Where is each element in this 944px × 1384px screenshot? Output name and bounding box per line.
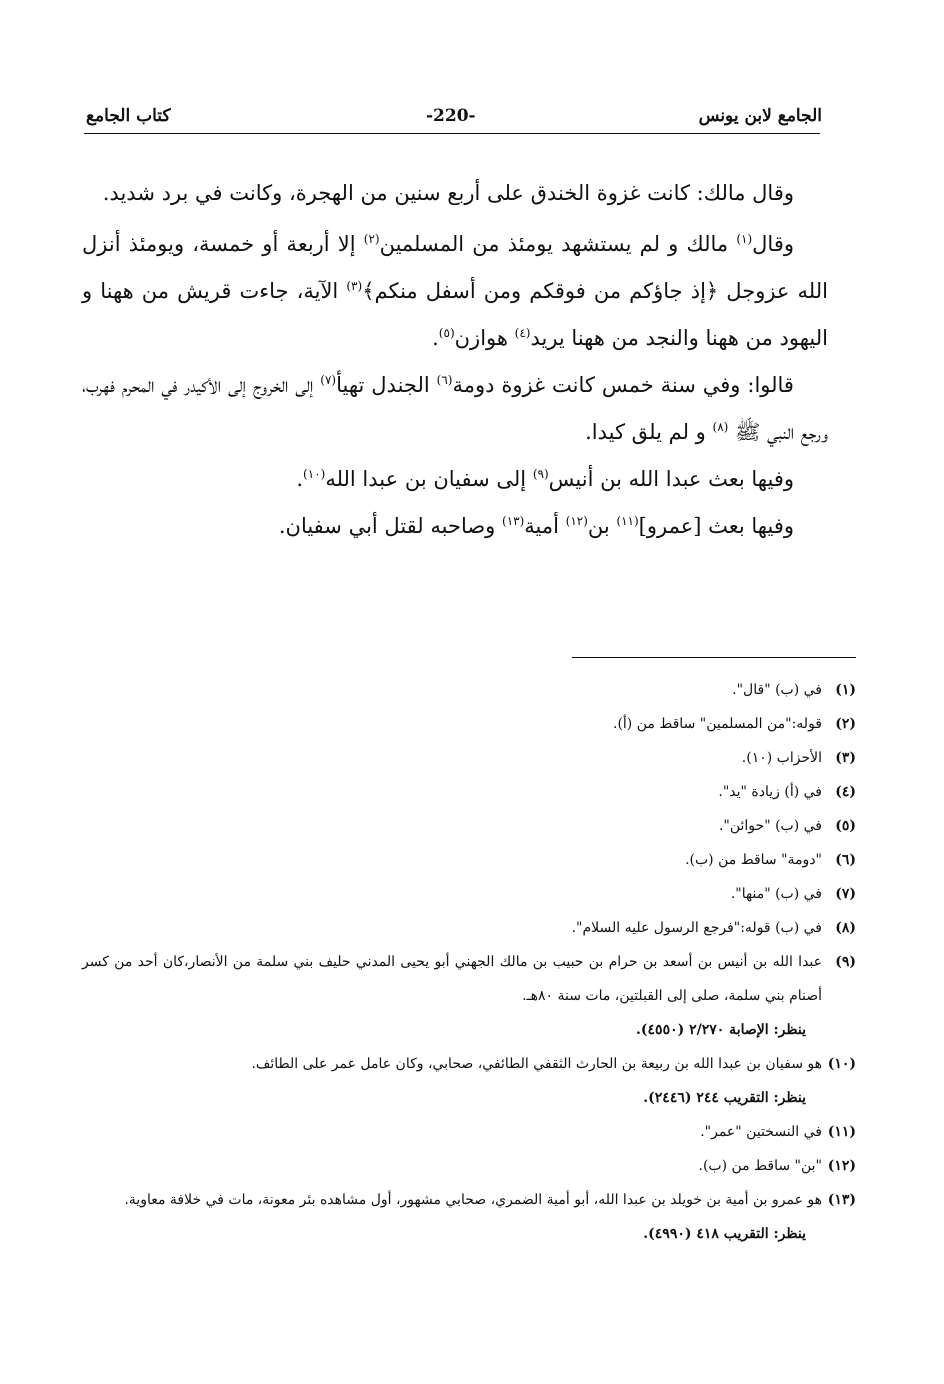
text-run: . <box>432 326 439 350</box>
footnote-ref: (٦) <box>436 373 453 387</box>
footnote-text: هو سفيان بن عبدا الله بن ربيعة بن الحارث الثقفي الطائفي، صحابي، وكان عامل عمر على الطائف. <box>251 1056 822 1072</box>
paragraph-1: وقال مالك: كانت غزوة الخندق على أربع سنين من الهجرة، وكانت في برد شديد. <box>102 181 794 205</box>
text-run: قالوا: وفي سنة خمس كانت غزوة دومة <box>452 373 794 397</box>
footnote-ref: (١٢) <box>565 514 588 528</box>
footnote-9 <box>82 945 856 1013</box>
text-run: . <box>296 467 304 491</box>
footnote-number: (١) <box>835 682 856 698</box>
footnote-12 <box>82 1149 856 1183</box>
footnote-number: (٥) <box>835 818 856 834</box>
footnote-text: "بن" ساقط من (ب). <box>698 1158 822 1174</box>
footnote-number: (٦) <box>835 852 856 868</box>
footnote-7 <box>82 877 856 911</box>
footnote-number: (١٣) <box>827 1192 856 1208</box>
footnote-number: (٣) <box>835 750 856 766</box>
footnote-text: هو عمرو بن أمية بن خويلد بن عبدا الله، أبو أمية الضمري، صحابي مشهور، أول مشاهده بئر معونة، مات في خلافة معاوية. <box>124 1192 822 1208</box>
running-header-section-title: كتاب الجامع <box>86 106 171 126</box>
footnote-text: في (ب) "قال". <box>732 682 822 698</box>
footnote-3 <box>82 741 856 775</box>
text-run: مالك و لم يستشهد يومئذ من المسلمين <box>379 232 737 256</box>
footnote-text: في (ب) "منها". <box>730 886 822 902</box>
text-run: إلى سفيان بن عبدا الله <box>325 467 533 491</box>
footnote-separator <box>572 657 856 658</box>
footnote-6 <box>82 843 856 877</box>
text-run: إلا أربعة أو خمسة، ويومئذ أنزل الله عزوجل ﴿إذ جاؤكم من فوقكم ومن أسفل منكم﴾ <box>82 232 828 303</box>
footnote-text: "دومة" ساقط من (ب). <box>685 852 822 868</box>
text-run: هوازن <box>454 326 515 350</box>
footnote-ref: (٨) <box>712 420 729 434</box>
text-run: وصاحبه لقتل أبي سفيان. <box>278 514 502 538</box>
text-run: الآية، جاءت قريش من ههنا و اليهود من ههنا والنجد من ههنا يريد <box>82 279 828 350</box>
text-run: بن <box>587 514 617 538</box>
footnote-number: (١٠) <box>827 1056 856 1072</box>
text-run: و لم يلق كيدا. <box>585 420 713 444</box>
text-run: إلى الخروج إلى الأكيدر في المحرم فهرب، ورجع النبي ﷺ <box>82 373 828 444</box>
footnote-ref: (١٠) <box>303 467 326 481</box>
footnote-ref: (١١) <box>616 514 639 528</box>
footnote-text: في (أ) زيادة "يد". <box>718 784 822 800</box>
footnote-13-reference: ينظر: التقريب ٤١٨ (٤٩٩٠). <box>643 1226 806 1242</box>
footnote-4 <box>82 775 856 809</box>
page-number: -220- <box>426 106 476 126</box>
footnote-ref: (٩) <box>532 467 549 481</box>
footnote-ref: (٧) <box>320 373 337 387</box>
footnote-11 <box>82 1115 856 1149</box>
paragraph-2 <box>82 221 828 362</box>
footnotes <box>82 673 856 1251</box>
footnote-ref: (٥) <box>438 326 455 340</box>
footnote-ref: (٤) <box>514 326 531 340</box>
footnote-text: في (ب) "حوائن". <box>718 818 822 834</box>
footnote-10 <box>82 1047 856 1081</box>
text-run: وفيها بعث [عمرو] <box>638 514 794 538</box>
text-run: وقال <box>752 232 794 256</box>
footnote-8 <box>82 911 856 945</box>
footnote-text: في (ب) قوله:"فرجع الرسول عليه السلام". <box>571 920 822 936</box>
footnote-ref: (٢) <box>363 232 380 246</box>
footnote-9-reference: ينظر: الإصابة ٢/٢٧٠ (٤٥٥٠). <box>636 1022 806 1038</box>
text-run: وفيها بعث عبدا الله بن أنيس <box>548 467 794 491</box>
paragraph-4 <box>82 456 828 503</box>
footnote-ref: (٣) <box>346 279 363 293</box>
paragraph-5 <box>82 503 828 550</box>
footnote-text: قوله:"من المسلمين" ساقط من (أ). <box>613 716 822 732</box>
text-run: أمية <box>524 514 566 538</box>
footnote-text: في النسختين "عمر". <box>700 1124 822 1140</box>
footnote-number: (٩) <box>835 954 856 970</box>
footnote-1 <box>82 673 856 707</box>
footnote-number: (١٢) <box>827 1158 856 1174</box>
footnote-number: (٨) <box>835 920 856 936</box>
running-header-book-title: الجامع لابن يونس <box>698 106 822 126</box>
footnote-text: الأحزاب (١٠). <box>741 750 822 766</box>
text-run: الجندل تهيأ <box>336 373 437 397</box>
footnote-number: (٢) <box>835 716 856 732</box>
footnote-13 <box>82 1183 856 1217</box>
footnote-2 <box>82 707 856 741</box>
footnote-number: (٧) <box>835 886 856 902</box>
footnote-ref: (١٣) <box>502 514 525 528</box>
paragraph-3 <box>82 362 828 456</box>
footnote-number: (١١) <box>827 1124 856 1140</box>
footnote-number: (٤) <box>835 784 856 800</box>
main-text <box>82 170 828 550</box>
footnote-10-reference: ينظر: التقريب ٢٤٤ (٢٤٤٦). <box>643 1090 806 1106</box>
footnote-ref: (١) <box>736 232 753 246</box>
header-rule <box>84 133 820 134</box>
footnote-text: عبدا الله بن أنيس بن أسعد بن حرام بن حبيب بن مالك الجهني أبو يحيى المدني حليف بني سلمة من الأنصار،كان أحد من كسر أصنام بني سلمة، صلى إلى القبلتين، مات سنة ٨٠هـ. <box>82 954 822 1004</box>
footnote-5 <box>82 809 856 843</box>
